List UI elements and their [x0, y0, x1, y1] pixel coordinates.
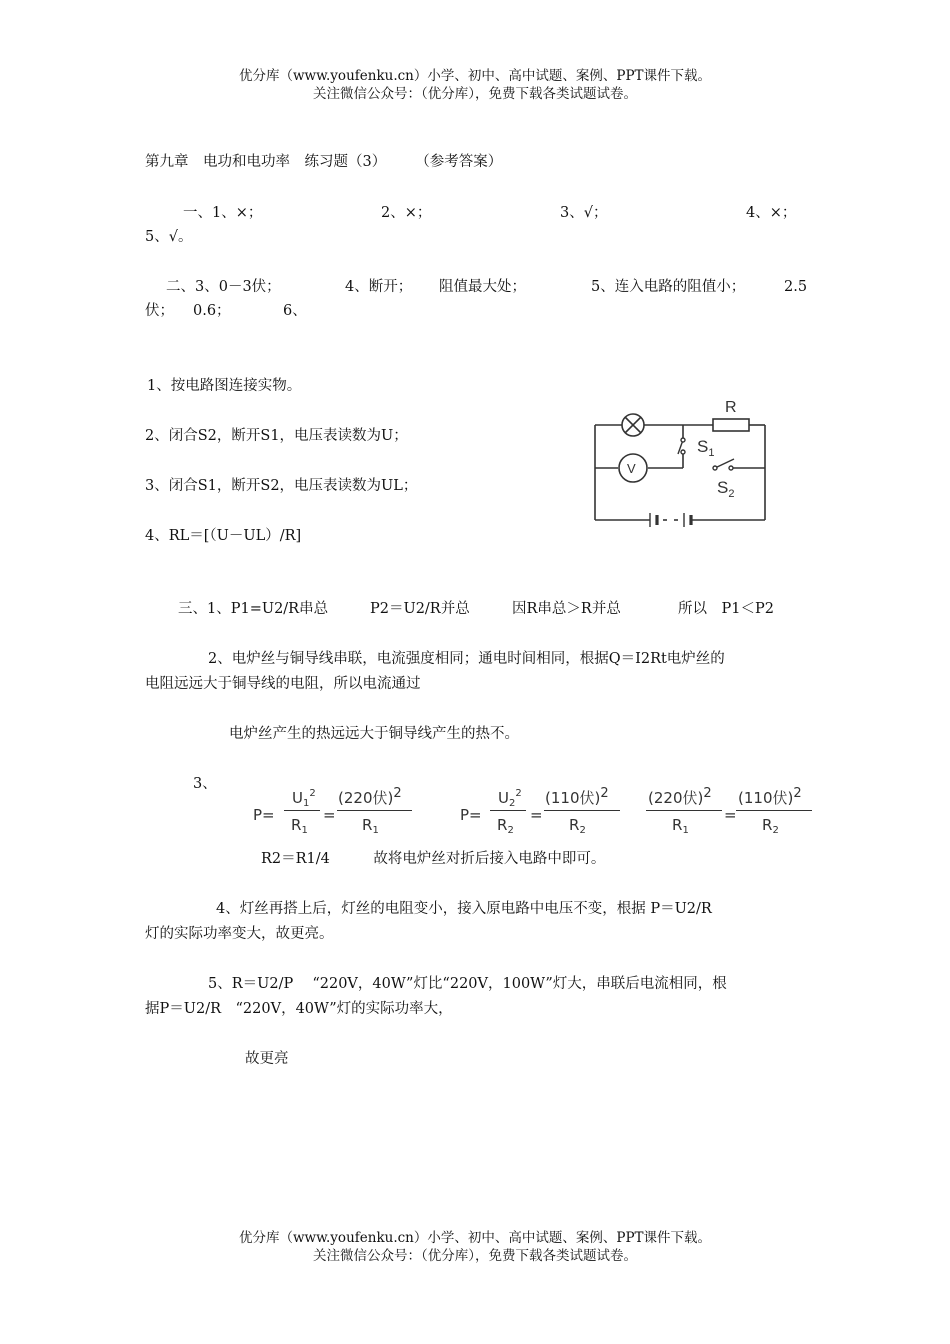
formula-1-p: P= [253, 806, 275, 824]
answer-3-4-line2: 灯的实际功率变大，故更亮。 [145, 926, 334, 942]
switch-s1-label: $S_1$ [697, 437, 715, 459]
answer-3-1c: 因R串总＞R并总 [512, 601, 621, 617]
formula-1-num: $U_1^2$ [292, 788, 316, 809]
formula-2-num: $U_2^2$ [498, 788, 522, 809]
answer-2-5c: 伏； [145, 303, 174, 319]
fraction-bar [736, 810, 812, 811]
answer-3-5-line1: 5、R＝U2/P “220V，40W”灯比“220V，100W”灯大，串联后电流相同，根 [208, 976, 727, 992]
fraction-bar [284, 810, 320, 811]
formula-2-den2: $R_2$ [569, 816, 586, 836]
answer-3-1b: P2＝U2/R并总 [370, 601, 470, 617]
experiment-step-3: 3、闭合S1，断开S2，电压表读数为UL； [145, 478, 418, 494]
switch-s1-icon [678, 438, 685, 454]
battery-icon [650, 513, 691, 527]
answer-2-4b: 阻值最大处； [439, 279, 526, 295]
formula-1-den2: $R_1$ [362, 816, 379, 836]
answer-3-2-line2: 电阻远远大于铜导线的电阻，所以电流通过 [145, 676, 421, 692]
formula-2-eq: = [530, 806, 543, 824]
answer-3-3-result: R2＝R1/4 故将电炉丝对折后接入电路中即可。 [261, 851, 606, 867]
answer-3-1d: 所以 P1＜P2 [678, 601, 774, 617]
formula-2-den: $R_2$ [497, 816, 514, 836]
fraction-bar [337, 810, 412, 811]
resistor-icon [713, 419, 749, 431]
resistor-label: R [725, 399, 737, 416]
formula-3-num2: (110伏)2 [738, 786, 802, 807]
footer-line-2: 关注微信公众号：（优分库），免费下载各类试题试卷。 [313, 1248, 637, 1264]
fraction-bar [544, 810, 620, 811]
answer-3-3-label: 3、 [193, 776, 217, 792]
experiment-step-4: 4、RL＝[（U－UL）/R] [145, 528, 302, 544]
formula-3-den1: $R_1$ [672, 816, 689, 836]
voltmeter-label: V [627, 461, 636, 476]
answer-3-1a: 三、1、P1=U2/R串总 [178, 601, 329, 617]
answer-2-4: 4、断开； [345, 279, 413, 295]
experiment-step-1: 1、按电路图连接实物。 [147, 378, 302, 394]
answer-2-6: 6、 [283, 303, 307, 319]
formula-3-eq: = [724, 806, 737, 824]
formula-1-den: $R_1$ [291, 816, 308, 836]
fraction-bar [646, 810, 722, 811]
answer-3-4-line1: 4、灯丝再搭上后，灯丝的电阻变小，接入原电路中电压不变，根据 P＝U2/R [216, 901, 712, 917]
footer-line-1: 优分库（www.youfenku.cn）小学、初中、高中试题、案例、PPT课件下载。 [238, 1230, 712, 1246]
formula-1-num2: (220伏)2 [338, 786, 402, 807]
answer-1-4: 4、×； [746, 205, 797, 221]
answer-2-5d: 0.6； [193, 303, 231, 319]
answer-1-1: 一、1、×； [183, 205, 263, 221]
answer-2-5b: 2.5 [784, 279, 808, 295]
answer-3-5-line3: 故更亮 [245, 1051, 289, 1067]
answer-3-5-line2: 据P＝U2/R “220V，40W”灯的实际功率大， [145, 1001, 453, 1017]
answer-1-2: 2、×； [381, 205, 432, 221]
answer-3-2-line1: 2、电炉丝与铜导线串联，电流强度相同；通电时间相同，根据Q＝I2Rt电炉丝的 [208, 651, 725, 667]
switch-s2-label: $S_2$ [717, 478, 735, 500]
formula-3-num1: (220伏)2 [648, 786, 712, 807]
formula-3-den2: $R_2$ [762, 816, 779, 836]
answer-3-2-line3: 电炉丝产生的热远远大于铜导线产生的热不。 [229, 726, 519, 742]
experiment-step-2: 2、闭合S2，断开S1，电压表读数为U； [145, 428, 408, 444]
answer-1-5: 5、√。 [145, 229, 193, 245]
answer-2-5: 5、连入电路的阻值小； [591, 279, 746, 295]
formula-1-eq: = [323, 806, 336, 824]
switch-s2-icon [713, 459, 734, 470]
page-title: 第九章 电功和电功率 练习题（3） （参考答案） [145, 154, 503, 170]
formula-2-p: P= [460, 806, 482, 824]
header-line-1: 优分库（www.youfenku.cn）小学、初中、高中试题、案例、PPT课件下载。 [238, 68, 712, 84]
answer-1-3: 3、√； [560, 205, 608, 221]
fraction-bar [490, 810, 526, 811]
circuit-diagram [585, 392, 775, 532]
header-line-2: 关注微信公众号：（优分库），免费下载各类试题试卷。 [313, 86, 637, 102]
answer-2-3: 二、3、0－3伏； [166, 279, 281, 295]
lamp-icon [622, 414, 644, 436]
formula-2-num2: (110伏)2 [545, 786, 609, 807]
